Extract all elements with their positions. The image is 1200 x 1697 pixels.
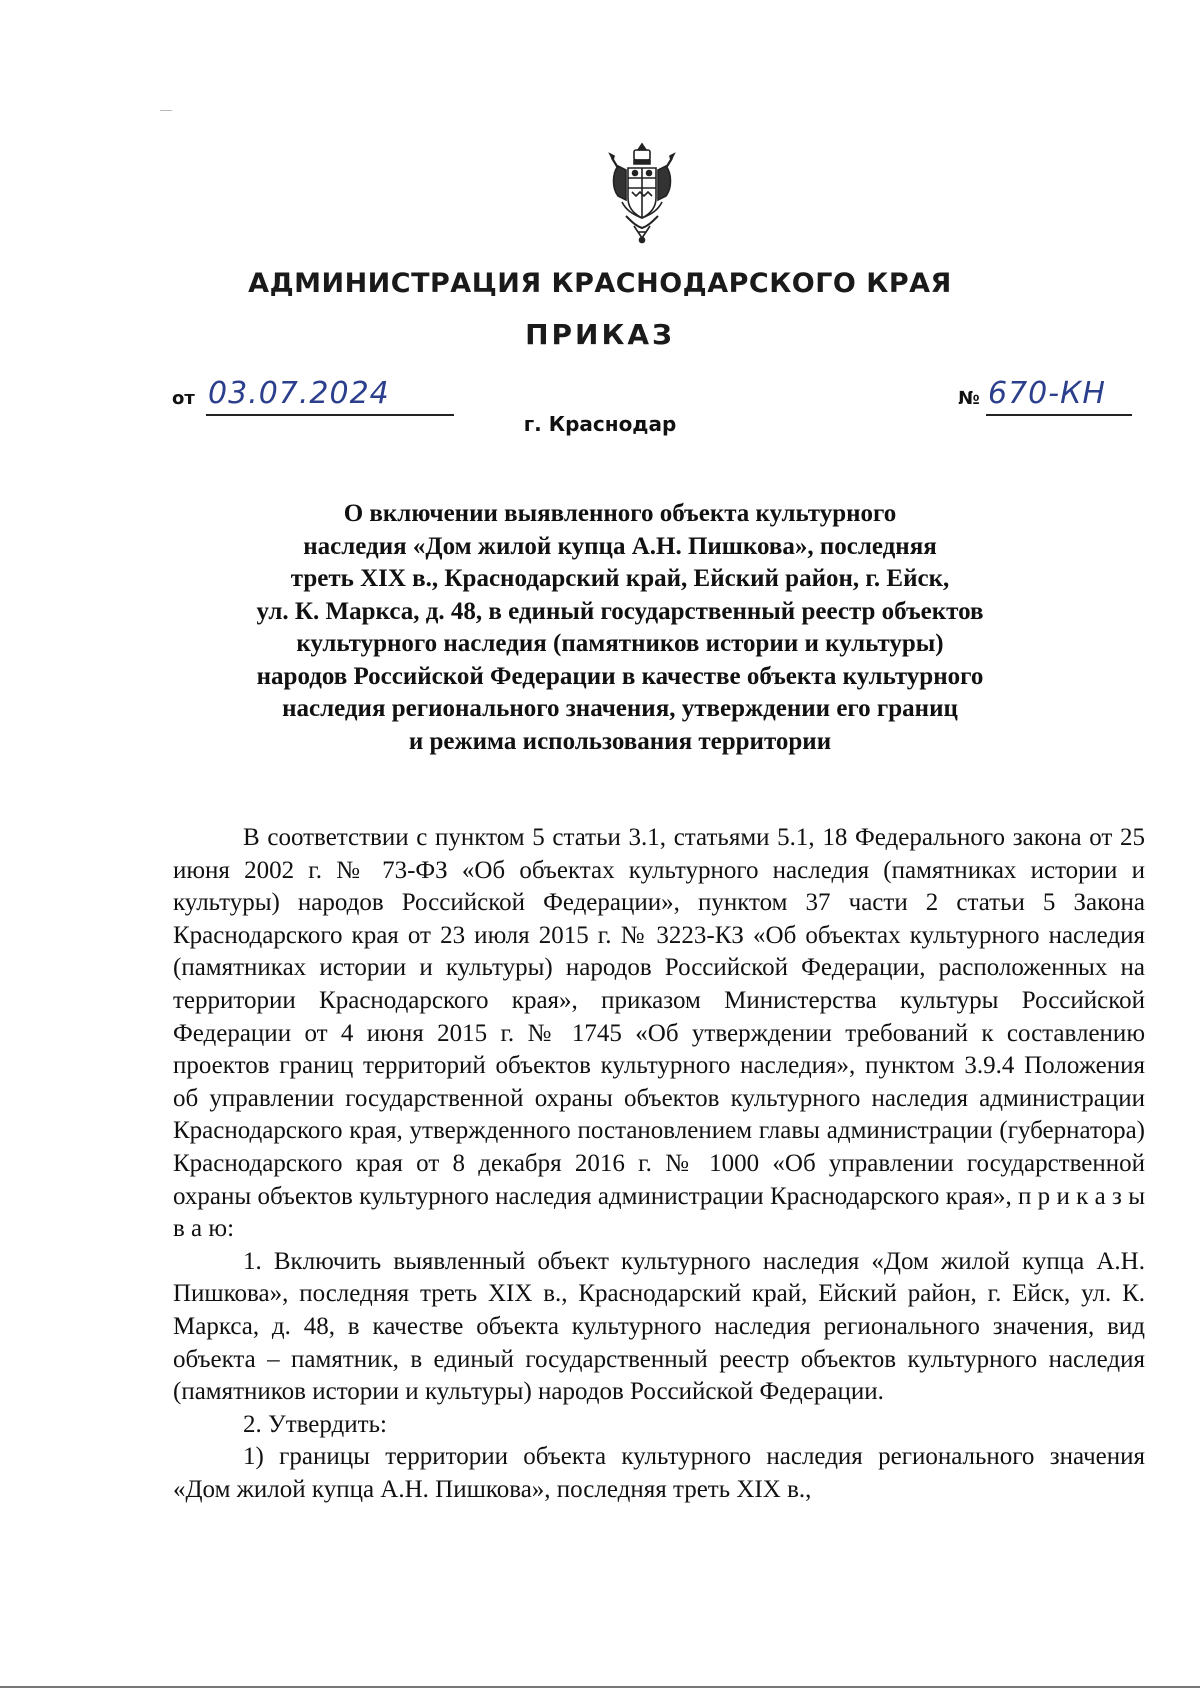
title-line: О включении выявленного объекта культурного [343, 500, 897, 527]
city-name: г. Краснодар [523, 412, 677, 436]
document-body [173, 822, 1145, 1506]
item-2-1-paragraph: 1) границы территории объекта культурного наследия регионального значения «Дом жилой купца А.Н. Пишкова», последняя треть XIX в., [173, 1443, 1145, 1503]
title-line: треть XIX в., Краснодарский край, Ейский район, г. Ейск, [290, 565, 950, 592]
scan-mark [160, 110, 172, 111]
handwritten-number: 670-КН [988, 376, 1106, 411]
title-line: народов Российской Федерации в качестве объекта культурного [256, 662, 984, 690]
scan-bottom-edge [0, 1686, 1200, 1688]
title-line: и режима использования территории [408, 727, 832, 755]
title-line: наследия регионального значения, утверждении его границ [282, 695, 958, 722]
document-type: ПРИКАЗ [525, 318, 675, 351]
number-prefix: № [958, 388, 980, 409]
organization-name: АДМИНИСТРАЦИЯ КРАСНОДАРСКОГО КРАЯ [248, 268, 952, 299]
number-underline [986, 414, 1132, 416]
item-2-paragraph: 2. Утвердить: [243, 1410, 387, 1438]
number-field [958, 376, 1138, 416]
title-line: наследия «Дом жилой купца А.Н. Пишкова», последняя [303, 532, 937, 560]
coat-of-arms-icon [604, 140, 680, 244]
date-prefix: от [172, 388, 195, 409]
preamble-paragraph: В соответствии с пунктом 5 статьи 3.1, статьями 5.1, 18 Федерального закона от 25 июня 2002 г. № 73-ФЗ «Об объектах культурного наследия (памятниках истории и культуры) народов Российской Федерации», пунктом 37 части 2 статьи 5 Закона Краснодарского края от 23 июля 2015 г. № 3223-КЗ «Об объектах культурного наследия (памятниках истории и культуры) народов Российской Федерации, расположенных на территории Краснодарского края», приказом Министерства культуры Российской Федерации от 4 июня 2015 г. № 1745 «Об утверждении требований к составлению проектов границ территорий объектов культурного наследия», пунктом 3.9.4 Положения об управлении государственной охраны объектов культурного наследия администрации Краснодарского края, утвержденного постановлением главы администрации (губернатора) Краснодарского края от 8 декабря 2016 г. № 1000 «Об управлении государственной охраны объектов культурного наследия администрации Краснодарского края», п р и к а з ы в а ю: [173, 824, 1145, 1243]
item-1-paragraph: 1. Включить выявленный объект культурного наследия «Дом жилой купца А.Н. Пишкова», последняя треть XIX в., Краснодарский край, Ейский район, г. Ейск, ул. К. Маркса, д. 48, в качестве объекта культурного наследия регионального значения, вид объекта – памятник, в единый государственный реестр объектов культурного наследия (памятников истории и культуры) народов Российской Федерации. [173, 1247, 1145, 1406]
handwritten-date: 03.07.2024 [208, 376, 390, 411]
title-line: культурного наследия (памятников истории и культуры) [296, 630, 944, 657]
date-field [172, 376, 454, 416]
document-title [175, 498, 1065, 758]
title-line: ул. К. Маркса, д. 48, в единый государственный реестр объектов [256, 597, 984, 625]
